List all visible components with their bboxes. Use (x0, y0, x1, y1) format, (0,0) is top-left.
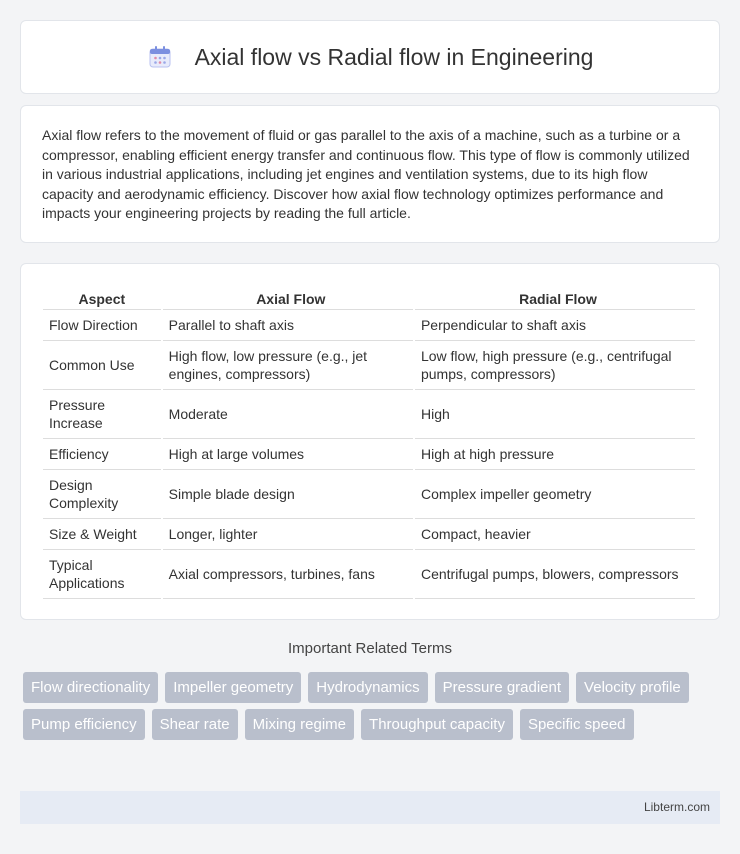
radial-cell: High (415, 390, 695, 439)
tag-impeller-geometry[interactable]: Impeller geometry (165, 672, 301, 703)
aspect-cell: Efficiency (43, 439, 161, 470)
axial-cell: Axial compressors, turbines, fans (163, 550, 413, 599)
table-row (43, 519, 695, 550)
intro-text: Axial flow refers to the movement of fluid or gas parallel to the axis of a machine, such as a turbine or a compressor, enabling efficient energy transfer and continuous flow. This type of flow is commonly utilized in various industrial applications, including jet engines and ventilation systems, due to its high flow capacity and aerodynamic efficiency. Discover how axial flow technology optimizes performance and impacts your engineering projects by reading the full article. (42, 127, 690, 222)
header-radial-flow: Radial Flow (415, 284, 695, 310)
related-terms-title: Important Related Terms (288, 640, 452, 657)
footer-link[interactable]: Libterm.com (643, 800, 710, 814)
axial-cell: High flow, low pressure (e.g., jet engines, compressors) (163, 341, 413, 390)
calendar-icon (147, 44, 173, 70)
footer (20, 791, 720, 824)
intro-card (20, 105, 720, 243)
tag-velocity-profile[interactable]: Velocity profile (576, 672, 689, 703)
radial-cell: Compact, heavier (415, 519, 695, 550)
radial-cell: Low flow, high pressure (e.g., centrifugal pumps, compressors) (415, 341, 695, 390)
table-row (43, 341, 695, 390)
table-row (43, 390, 695, 439)
comparison-card (20, 263, 720, 620)
axial-cell: Parallel to shaft axis (163, 310, 413, 341)
aspect-cell: Common Use (43, 341, 161, 390)
tag-shear-rate[interactable]: Shear rate (152, 709, 238, 740)
tag-specific-speed[interactable]: Specific speed (520, 709, 634, 740)
aspect-cell: Design Complexity (43, 470, 161, 519)
axial-cell: High at large volumes (163, 439, 413, 470)
header-aspect: Aspect (43, 284, 161, 310)
page-title: Axial flow vs Radial flow in Engineering (194, 43, 594, 70)
aspect-cell: Size & Weight (43, 519, 161, 550)
table-row (43, 550, 695, 599)
table-row (43, 310, 695, 341)
axial-cell: Simple blade design (163, 470, 413, 519)
tag-throughput-capacity[interactable]: Throughput capacity (361, 709, 513, 740)
comparison-table (41, 284, 697, 599)
aspect-cell: Flow Direction (43, 310, 161, 341)
related-terms-list (23, 672, 713, 746)
radial-cell: Complex impeller geometry (415, 470, 695, 519)
tag-pump-efficiency[interactable]: Pump efficiency (23, 709, 145, 740)
header-axial-flow: Axial Flow (163, 284, 413, 310)
page-header (20, 20, 720, 94)
axial-cell: Moderate (163, 390, 413, 439)
radial-cell: Centrifugal pumps, blowers, compressors (415, 550, 695, 599)
tag-flow-directionality[interactable]: Flow directionality (23, 672, 158, 703)
radial-cell: Perpendicular to shaft axis (415, 310, 695, 341)
radial-cell: High at high pressure (415, 439, 695, 470)
table-row (43, 470, 695, 519)
tag-hydrodynamics[interactable]: Hydrodynamics (308, 672, 427, 703)
table-row (43, 439, 695, 470)
tag-pressure-gradient[interactable]: Pressure gradient (435, 672, 569, 703)
table-header-row (43, 284, 695, 310)
aspect-cell: Pressure Increase (43, 390, 161, 439)
tag-mixing-regime[interactable]: Mixing regime (245, 709, 354, 740)
aspect-cell: Typical Applications (43, 550, 161, 599)
axial-cell: Longer, lighter (163, 519, 413, 550)
